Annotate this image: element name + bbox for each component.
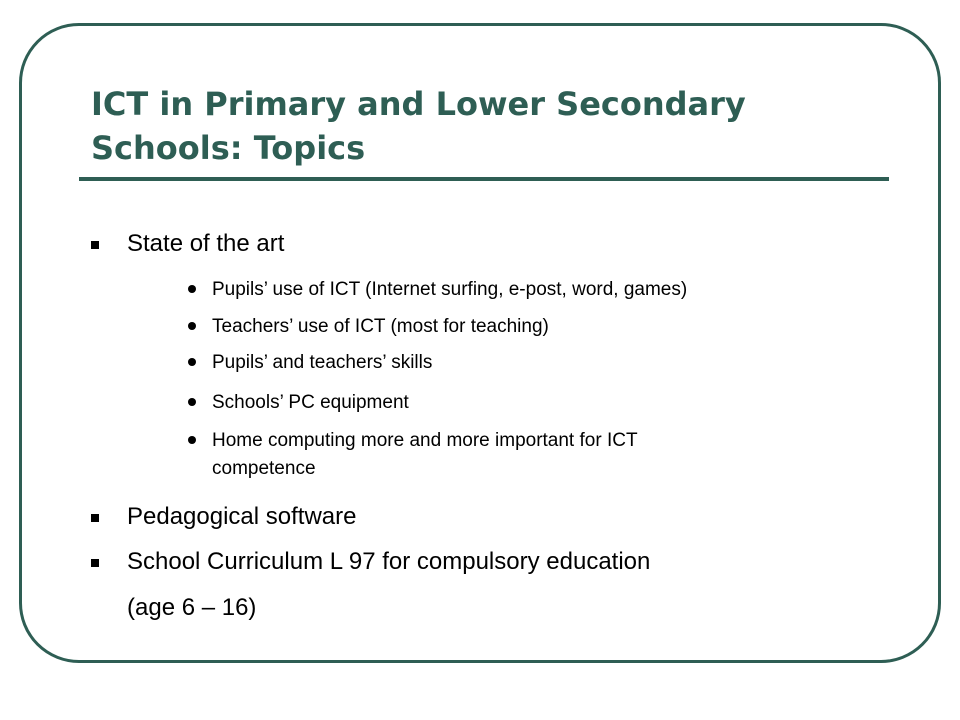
title-divider [79,177,889,181]
round-bullet-icon [188,285,196,293]
bullet-text: (age 6 – 16) [127,594,257,621]
bullet-text: Pedagogical software [127,503,357,530]
sub-bullet-text: competence [212,458,316,479]
bullet-text: State of the art [127,230,285,257]
sub-bullet-text: Schools’ PC equipment [212,392,409,413]
square-bullet-icon [91,241,99,249]
bullet-text: School Curriculum L 97 for compulsory education [127,548,651,575]
round-bullet-icon [188,322,196,330]
sub-bullet-text: Pupils’ use of ICT (Internet surfing, e-post, word, games) [212,279,688,300]
round-bullet-icon [188,436,196,444]
title-line-1: ICT in Primary and Lower Secondary [91,85,746,123]
title-line-2: Schools: Topics [91,129,366,167]
round-bullet-icon [188,398,196,406]
sub-bullet-text: Teachers’ use of ICT (most for teaching) [212,316,549,337]
sub-bullet-text: Home computing more and more important for ICT [212,430,638,451]
square-bullet-icon [91,559,99,567]
round-bullet-icon [188,358,196,366]
square-bullet-icon [91,514,99,522]
sub-bullet-text: Pupils’ and teachers’ skills [212,352,433,373]
slide-title [91,82,891,170]
